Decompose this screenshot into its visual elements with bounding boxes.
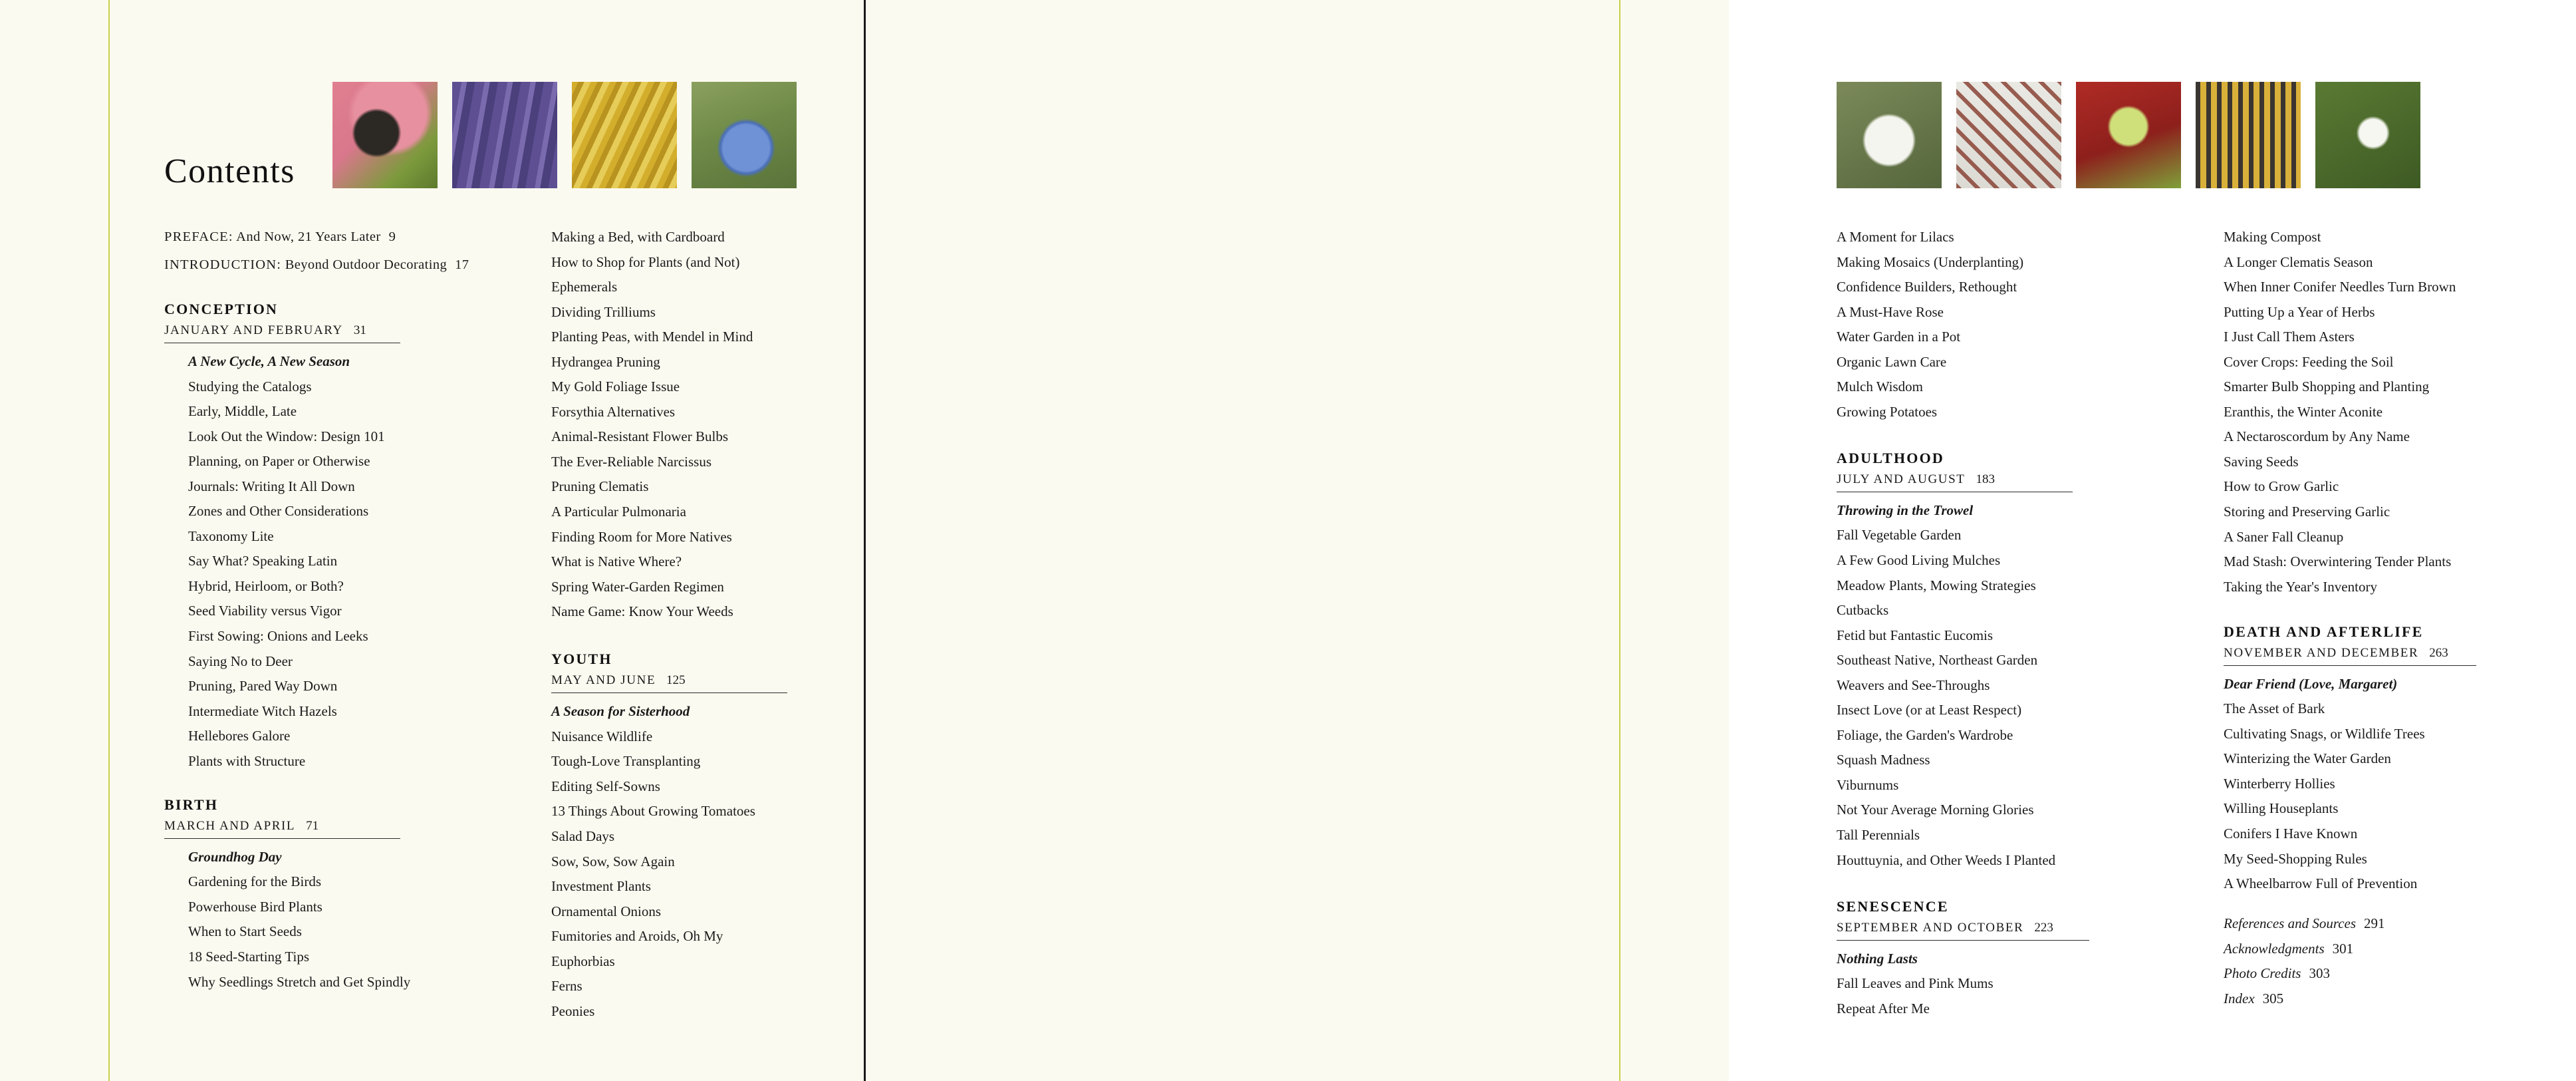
toc-entry[interactable]: A Moment for Lilacs <box>1837 229 1954 245</box>
toc-entry[interactable]: What is Native Where? <box>551 553 682 570</box>
toc-entry[interactable]: Fetid but Fantastic Eucomis <box>1837 627 1994 643</box>
photo-blue-allium <box>692 82 797 188</box>
front-matter-page: 17 <box>455 257 469 272</box>
toc-entry[interactable]: Conifers I Have Known <box>2224 825 2358 842</box>
section-name: DEATH AND AFTERLIFE <box>2224 623 2424 640</box>
toc-entry[interactable]: Name Game: Know Your Weeds <box>551 603 733 620</box>
section-months[interactable] <box>164 819 400 839</box>
toc-entry[interactable]: Willing Houseplants <box>2224 800 2339 817</box>
front-matter-preface[interactable] <box>164 230 517 245</box>
back-matter-label: Acknowledgments <box>2224 940 2325 957</box>
toc-entry[interactable]: Water Garden in a Pot <box>1837 329 1961 345</box>
page-title: Contents <box>164 152 295 190</box>
toc-entry[interactable]: 18 Seed-Starting Tips <box>188 948 310 965</box>
entry-essay[interactable]: Groundhog Day <box>188 848 282 865</box>
toc-entry[interactable]: 13 Things About Growing Tomatoes <box>551 803 755 820</box>
toc-entry[interactable]: A Saner Fall Cleanup <box>2224 528 2344 545</box>
back-matter-item[interactable] <box>2224 991 2576 1006</box>
toc-entry[interactable]: Journals: Writing It All Down <box>188 478 355 494</box>
left-photo-strip <box>332 82 797 188</box>
section-birth <box>164 796 517 989</box>
toc-entry[interactable]: Organic Lawn Care <box>1837 353 1947 370</box>
toc-entry[interactable]: Planning, on Paper or Otherwise <box>188 453 370 470</box>
toc-entry[interactable]: Squash Madness <box>1837 752 1930 768</box>
right-page <box>864 0 2456 1081</box>
front-matter-page: 9 <box>388 230 396 244</box>
section-name: BIRTH <box>164 796 219 813</box>
toc-entry[interactable]: Fall Vegetable Garden <box>1837 527 1962 543</box>
toc-entry[interactable]: Taking the Year's Inventory <box>2224 578 2377 595</box>
section-months-label: MAY AND JUNE <box>551 673 656 688</box>
left-column-2 <box>551 230 904 1028</box>
section-months[interactable] <box>1837 472 2073 492</box>
front-matter-title: And Now, 21 Years Later <box>233 230 381 244</box>
toc-entry[interactable]: Early, Middle, Late <box>188 403 297 420</box>
toc-entry[interactable]: Saving Seeds <box>2224 453 2299 470</box>
toc-entry[interactable]: A Longer Clematis Season <box>2224 253 2373 270</box>
entry-essay[interactable]: A New Cycle, A New Season <box>188 353 350 369</box>
toc-entry[interactable]: My Gold Foliage Issue <box>551 379 680 395</box>
back-matter-list <box>2224 916 2576 1006</box>
toc-entry[interactable]: Plants with Structure <box>188 752 306 769</box>
toc-entry[interactable]: A Wheelbarrow Full of Prevention <box>2224 875 2418 892</box>
section-months-label: JULY AND AUGUST <box>1837 472 1966 486</box>
toc-entry[interactable]: Meadow Plants, Mowing Strategies <box>1837 577 2036 593</box>
toc-entry[interactable]: Smarter Bulb Shopping and Planting <box>2224 379 2430 395</box>
toc-entry[interactable]: Cultivating Snags, or Wildlife Trees <box>2224 725 2425 742</box>
toc-entry[interactable]: Confidence Builders, Rethought <box>1837 279 2017 295</box>
left-page-columns <box>164 230 904 1028</box>
back-matter-page: 305 <box>2262 990 2284 1006</box>
toc-entry[interactable]: A Nectaroscordum by Any Name <box>2224 428 2410 445</box>
section-page: 263 <box>2429 645 2448 660</box>
photo-golden-foliage <box>572 82 677 188</box>
section-months[interactable] <box>2224 646 2476 666</box>
section-months-label: MARCH AND APRIL <box>164 818 296 833</box>
toc-entry[interactable]: Cover Crops: Feeding the Soil <box>2224 353 2394 370</box>
toc-entry[interactable]: Animal-Resistant Flower Bulbs <box>551 428 728 445</box>
back-matter-item[interactable] <box>2224 941 2576 956</box>
photo-red-green-flower <box>2076 82 2181 188</box>
toc-entry[interactable]: Ephemerals <box>551 279 618 295</box>
photo-purple-flower-buds <box>452 82 557 188</box>
toc-entry[interactable]: Gardening for the Birds <box>188 873 322 890</box>
toc-entry[interactable]: Sow, Sow, Sow Again <box>551 853 675 869</box>
toc-entry[interactable]: Winterberry Hollies <box>2224 775 2335 792</box>
section-name: CONCEPTION <box>164 301 279 317</box>
toc-entry[interactable]: How to Shop for Plants (and Not) <box>551 253 740 270</box>
back-matter-item[interactable] <box>2224 916 2576 931</box>
photo-striped-seeds <box>1956 82 2061 188</box>
toc-entry[interactable]: Mulch Wisdom <box>1837 379 1924 395</box>
section-adulthood <box>1837 450 2189 867</box>
toc-entry[interactable]: Eranthis, the Winter Aconite <box>2224 403 2383 420</box>
toc-entry[interactable]: Not Your Average Morning Glories <box>1837 802 2034 818</box>
section-page: 223 <box>2034 920 2053 935</box>
section-page: 125 <box>666 673 686 688</box>
toc-entry[interactable]: Insect Love (or at Least Respect) <box>1837 702 2022 718</box>
toc-entry[interactable]: Fall Leaves and Pink Mums <box>1837 975 1994 992</box>
section-months-label: NOVEMBER AND DECEMBER <box>2224 645 2419 660</box>
toc-entry[interactable]: Winterizing the Water Garden <box>2224 750 2391 767</box>
toc-entry[interactable]: Peonies <box>551 1003 595 1019</box>
front-matter-title: Beyond Outdoor Decorating <box>281 257 448 272</box>
toc-entry[interactable]: Southeast Native, Northeast Garden <box>1837 652 2038 669</box>
back-matter-page: 303 <box>2309 965 2330 982</box>
toc-entry[interactable]: Saying No to Deer <box>188 653 293 669</box>
entry-essay[interactable]: Dear Friend (Love, Margaret) <box>2224 675 2398 692</box>
senescence-continued-list <box>2224 230 2576 594</box>
toc-entry[interactable]: Tall Perennials <box>1837 826 1920 843</box>
toc-entry[interactable]: Foliage, the Garden's Wardrobe <box>1837 726 2013 743</box>
toc-entry[interactable]: Hybrid, Heirloom, or Both? <box>188 577 344 594</box>
toc-entry[interactable]: How to Grow Garlic <box>2224 478 2339 495</box>
toc-entry[interactable]: Hydrangea Pruning <box>551 353 660 370</box>
toc-entry[interactable]: Forsythia Alternatives <box>551 403 676 420</box>
toc-entry[interactable]: Powerhouse Bird Plants <box>188 898 322 915</box>
toc-entry[interactable]: Pruning Clematis <box>551 478 649 495</box>
toc-entry[interactable]: My Seed-Shopping Rules <box>2224 850 2367 867</box>
toc-entry[interactable]: Finding Room for More Natives <box>551 528 732 545</box>
section-death-and-afterlife <box>2224 623 2576 891</box>
entry-essay[interactable]: Throwing in the Trowel <box>1837 502 1974 518</box>
toc-entry[interactable]: Ferns <box>551 978 582 995</box>
toc-entry[interactable]: Taxonomy Lite <box>188 528 274 544</box>
toc-entry[interactable]: A Particular Pulmonaria <box>551 504 686 520</box>
youth-continued-list <box>1837 230 2189 419</box>
front-matter-label: INTRODUCTION: <box>164 257 282 272</box>
toc-entry[interactable]: Spring Water-Garden Regimen <box>551 578 724 595</box>
photo-red-leaf-seedhead <box>332 82 438 188</box>
section-months-label: JANUARY AND FEBRUARY <box>164 323 343 337</box>
section-months[interactable] <box>551 673 787 693</box>
toc-entry[interactable]: Viburnums <box>1837 776 1899 793</box>
toc-entry[interactable]: I Just Call Them Asters <box>2224 329 2355 345</box>
photo-bee-on-white-umbel <box>1837 82 1942 188</box>
right-column-2 <box>2224 230 2576 1026</box>
back-matter-label: Photo Credits <box>2224 965 2301 982</box>
toc-entry[interactable]: Making Compost <box>2224 229 2321 245</box>
toc-entry[interactable]: Repeat After Me <box>1837 1000 1930 1016</box>
toc-entry[interactable]: Storing and Preserving Garlic <box>2224 504 2390 520</box>
toc-entry[interactable]: Studying the Catalogs <box>188 378 312 394</box>
toc-entry[interactable]: Editing Self-Sowns <box>551 778 660 794</box>
toc-entry[interactable]: The Ever-Reliable Narcissus <box>551 453 711 470</box>
toc-entry[interactable]: Nuisance Wildlife <box>551 728 653 744</box>
toc-entry[interactable]: Growing Potatoes <box>1837 403 1938 420</box>
toc-entry[interactable]: Ornamental Onions <box>551 903 662 919</box>
toc-entry[interactable]: Intermediate Witch Hazels <box>188 702 337 719</box>
toc-entry[interactable]: Hellebores Galore <box>188 728 291 744</box>
toc-entry[interactable]: Mad Stash: Overwintering Tender Plants <box>2224 553 2452 570</box>
toc-entry[interactable]: Look Out the Window: Design 101 <box>188 428 385 444</box>
toc-entry[interactable]: Dividing Trilliums <box>551 303 656 320</box>
toc-entry[interactable]: Putting Up a Year of Herbs <box>2224 303 2375 320</box>
toc-entry[interactable]: Tough-Love Transplanting <box>551 753 701 770</box>
toc-entry[interactable]: A Few Good Living Mulches <box>1837 551 2001 568</box>
toc-entry[interactable]: Euphorbias <box>551 953 615 969</box>
toc-entry[interactable]: Making Mosaics (Underplanting) <box>1837 253 2024 270</box>
toc-entry[interactable]: Seed Viability versus Vigor <box>188 603 342 619</box>
section-senescence <box>1837 898 2189 1016</box>
toc-entry[interactable]: Making a Bed, with Cardboard <box>551 229 725 245</box>
toc-entry[interactable]: When Inner Conifer Needles Turn Brown <box>2224 279 2456 295</box>
toc-entry[interactable]: Investment Plants <box>551 878 651 895</box>
section-months[interactable] <box>164 323 400 343</box>
front-matter-label: PREFACE: <box>164 230 233 244</box>
section-page: 31 <box>353 323 366 337</box>
toc-entry[interactable]: Houttuynia, and Other Weeds I Planted <box>1837 851 2056 868</box>
entry-essay[interactable]: Nothing Lasts <box>1837 950 1918 967</box>
toc-entry[interactable]: Salad Days <box>551 828 615 844</box>
toc-entry[interactable]: Why Seedlings Stretch and Get Spindly <box>188 973 411 990</box>
toc-entry[interactable]: First Sowing: Onions and Leeks <box>188 628 368 645</box>
section-name: YOUTH <box>551 651 612 668</box>
toc-entry[interactable]: Say What? Speaking Latin <box>188 553 338 569</box>
toc-entry[interactable]: Fumitories and Aroids, Oh My <box>551 928 723 945</box>
back-matter-label: Index <box>2224 990 2255 1006</box>
right-page-columns <box>1837 230 2576 1026</box>
right-column-1 <box>1837 230 2189 1026</box>
entry-essay[interactable]: A Season for Sisterhood <box>551 703 690 720</box>
left-column-1 <box>164 230 517 1028</box>
photo-colorado-potato-beetle <box>2196 82 2301 188</box>
birth-continued-list <box>551 230 904 619</box>
left-page <box>0 0 864 1081</box>
right-photo-strip <box>1837 82 2420 188</box>
section-conception <box>164 301 517 768</box>
toc-entry[interactable]: The Asset of Bark <box>2224 700 2325 717</box>
back-matter-page: 291 <box>2364 915 2385 932</box>
back-matter-page: 301 <box>2332 940 2354 957</box>
toc-entry[interactable]: Zones and Other Considerations <box>188 503 369 520</box>
back-matter-item[interactable] <box>2224 966 2576 981</box>
back-matter-label: References and Sources <box>2224 915 2357 932</box>
toc-entry[interactable]: Cutbacks <box>1837 602 1889 619</box>
photo-white-trillium <box>2315 82 2420 188</box>
toc-entry[interactable]: Pruning, Pared Way Down <box>188 678 338 695</box>
section-page: 71 <box>306 818 319 833</box>
toc-entry[interactable]: Weavers and See-Throughs <box>1837 677 1990 693</box>
toc-entry[interactable]: When to Start Seeds <box>188 923 302 940</box>
front-matter-introduction[interactable] <box>164 257 517 273</box>
section-name: ADULTHOOD <box>1837 449 1945 466</box>
section-page: 183 <box>1976 472 1995 486</box>
section-months[interactable] <box>1837 921 2089 941</box>
toc-entry[interactable]: A Must-Have Rose <box>1837 303 1944 320</box>
section-name: SENESCENCE <box>1837 897 1949 915</box>
toc-entry[interactable]: Planting Peas, with Mendel in Mind <box>551 329 753 345</box>
section-youth <box>551 651 904 1018</box>
section-months-label: SEPTEMBER AND OCTOBER <box>1837 920 2024 935</box>
